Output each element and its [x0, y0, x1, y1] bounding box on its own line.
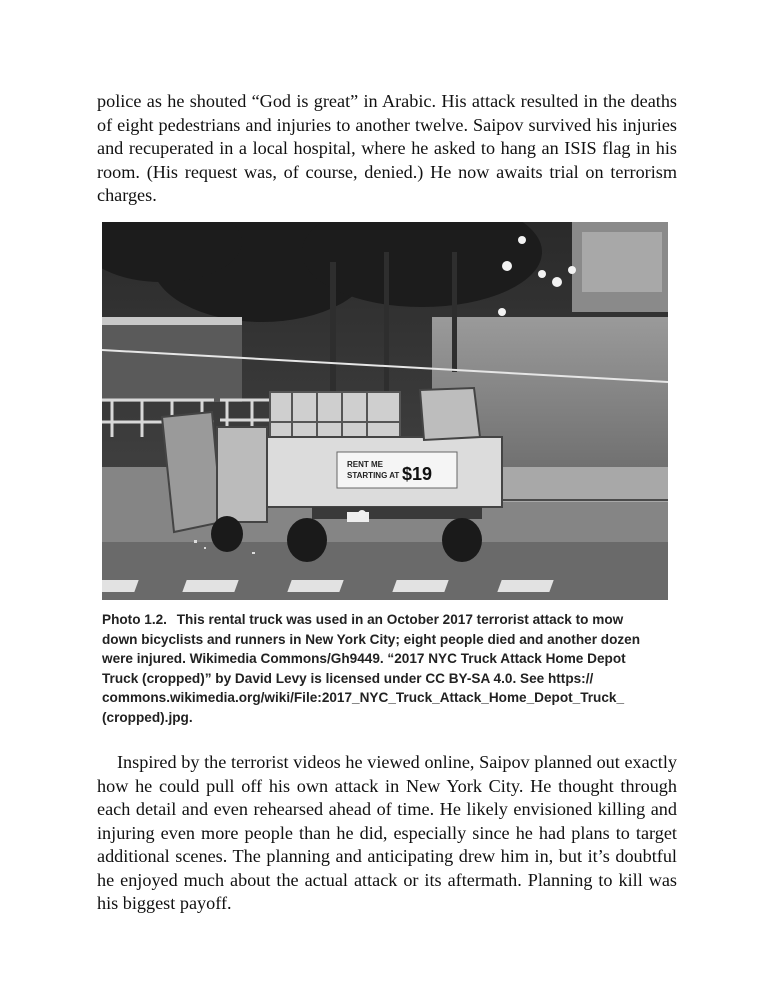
truck-photo [102, 222, 668, 600]
paragraph-2: Inspired by the terrorist videos he viewed online, Saipov planned out exactly how he could pull off his own attack in New York City. He thought through each detail and even rehearsed ahead of time. He likely envisioned killing and injuring even more people than he did, especially since he had plans to target additional scenes. The planning and anticipating drew him in, but it’s doubtful he enjoyed much about the actual attack or its aftermath. Planning to kill was his biggest payoff. [97, 752, 677, 913]
caption-line-2: down bicyclists and runners in New York City; eight people died and another dozen [102, 631, 641, 647]
truck-sign-line1: RENT ME [347, 460, 383, 469]
caption-line-4: Truck (cropped)” by David Levy is licensed under CC BY-SA 4.0. See https:// [102, 670, 594, 686]
truck-sign-line2: STARTING AT [347, 471, 400, 480]
caption-line-3: were injured. Wikimedia Commons/Gh9449. “2017 NYC Truck Attack Home Depot [102, 651, 626, 666]
caption-line-5: commons.wikimedia.org/wiki/File:2017_NYC_Truck_Attack_Home_Depot_Truck_ [102, 690, 625, 705]
caption-line-6: (cropped).jpg. [102, 709, 193, 725]
caption-line-1: This rental truck was used in an October 2017 terrorist attack to mow [176, 612, 624, 627]
truck-sign-price: $19 [402, 464, 433, 484]
caption-label: Photo 1.2. [102, 612, 167, 627]
paragraph-1: police as he shouted “God is great” in Arabic. His attack resulted in the deaths of eight pedestrians and injuries to another twelve. Saipov survived his injuries and recuperated in a local hospital, where he asked to hang an ISIS flag in his room. (His request was, of course, denied.) He now awaits trial on terrorism charges. [97, 91, 677, 205]
photo-caption [102, 610, 668, 727]
